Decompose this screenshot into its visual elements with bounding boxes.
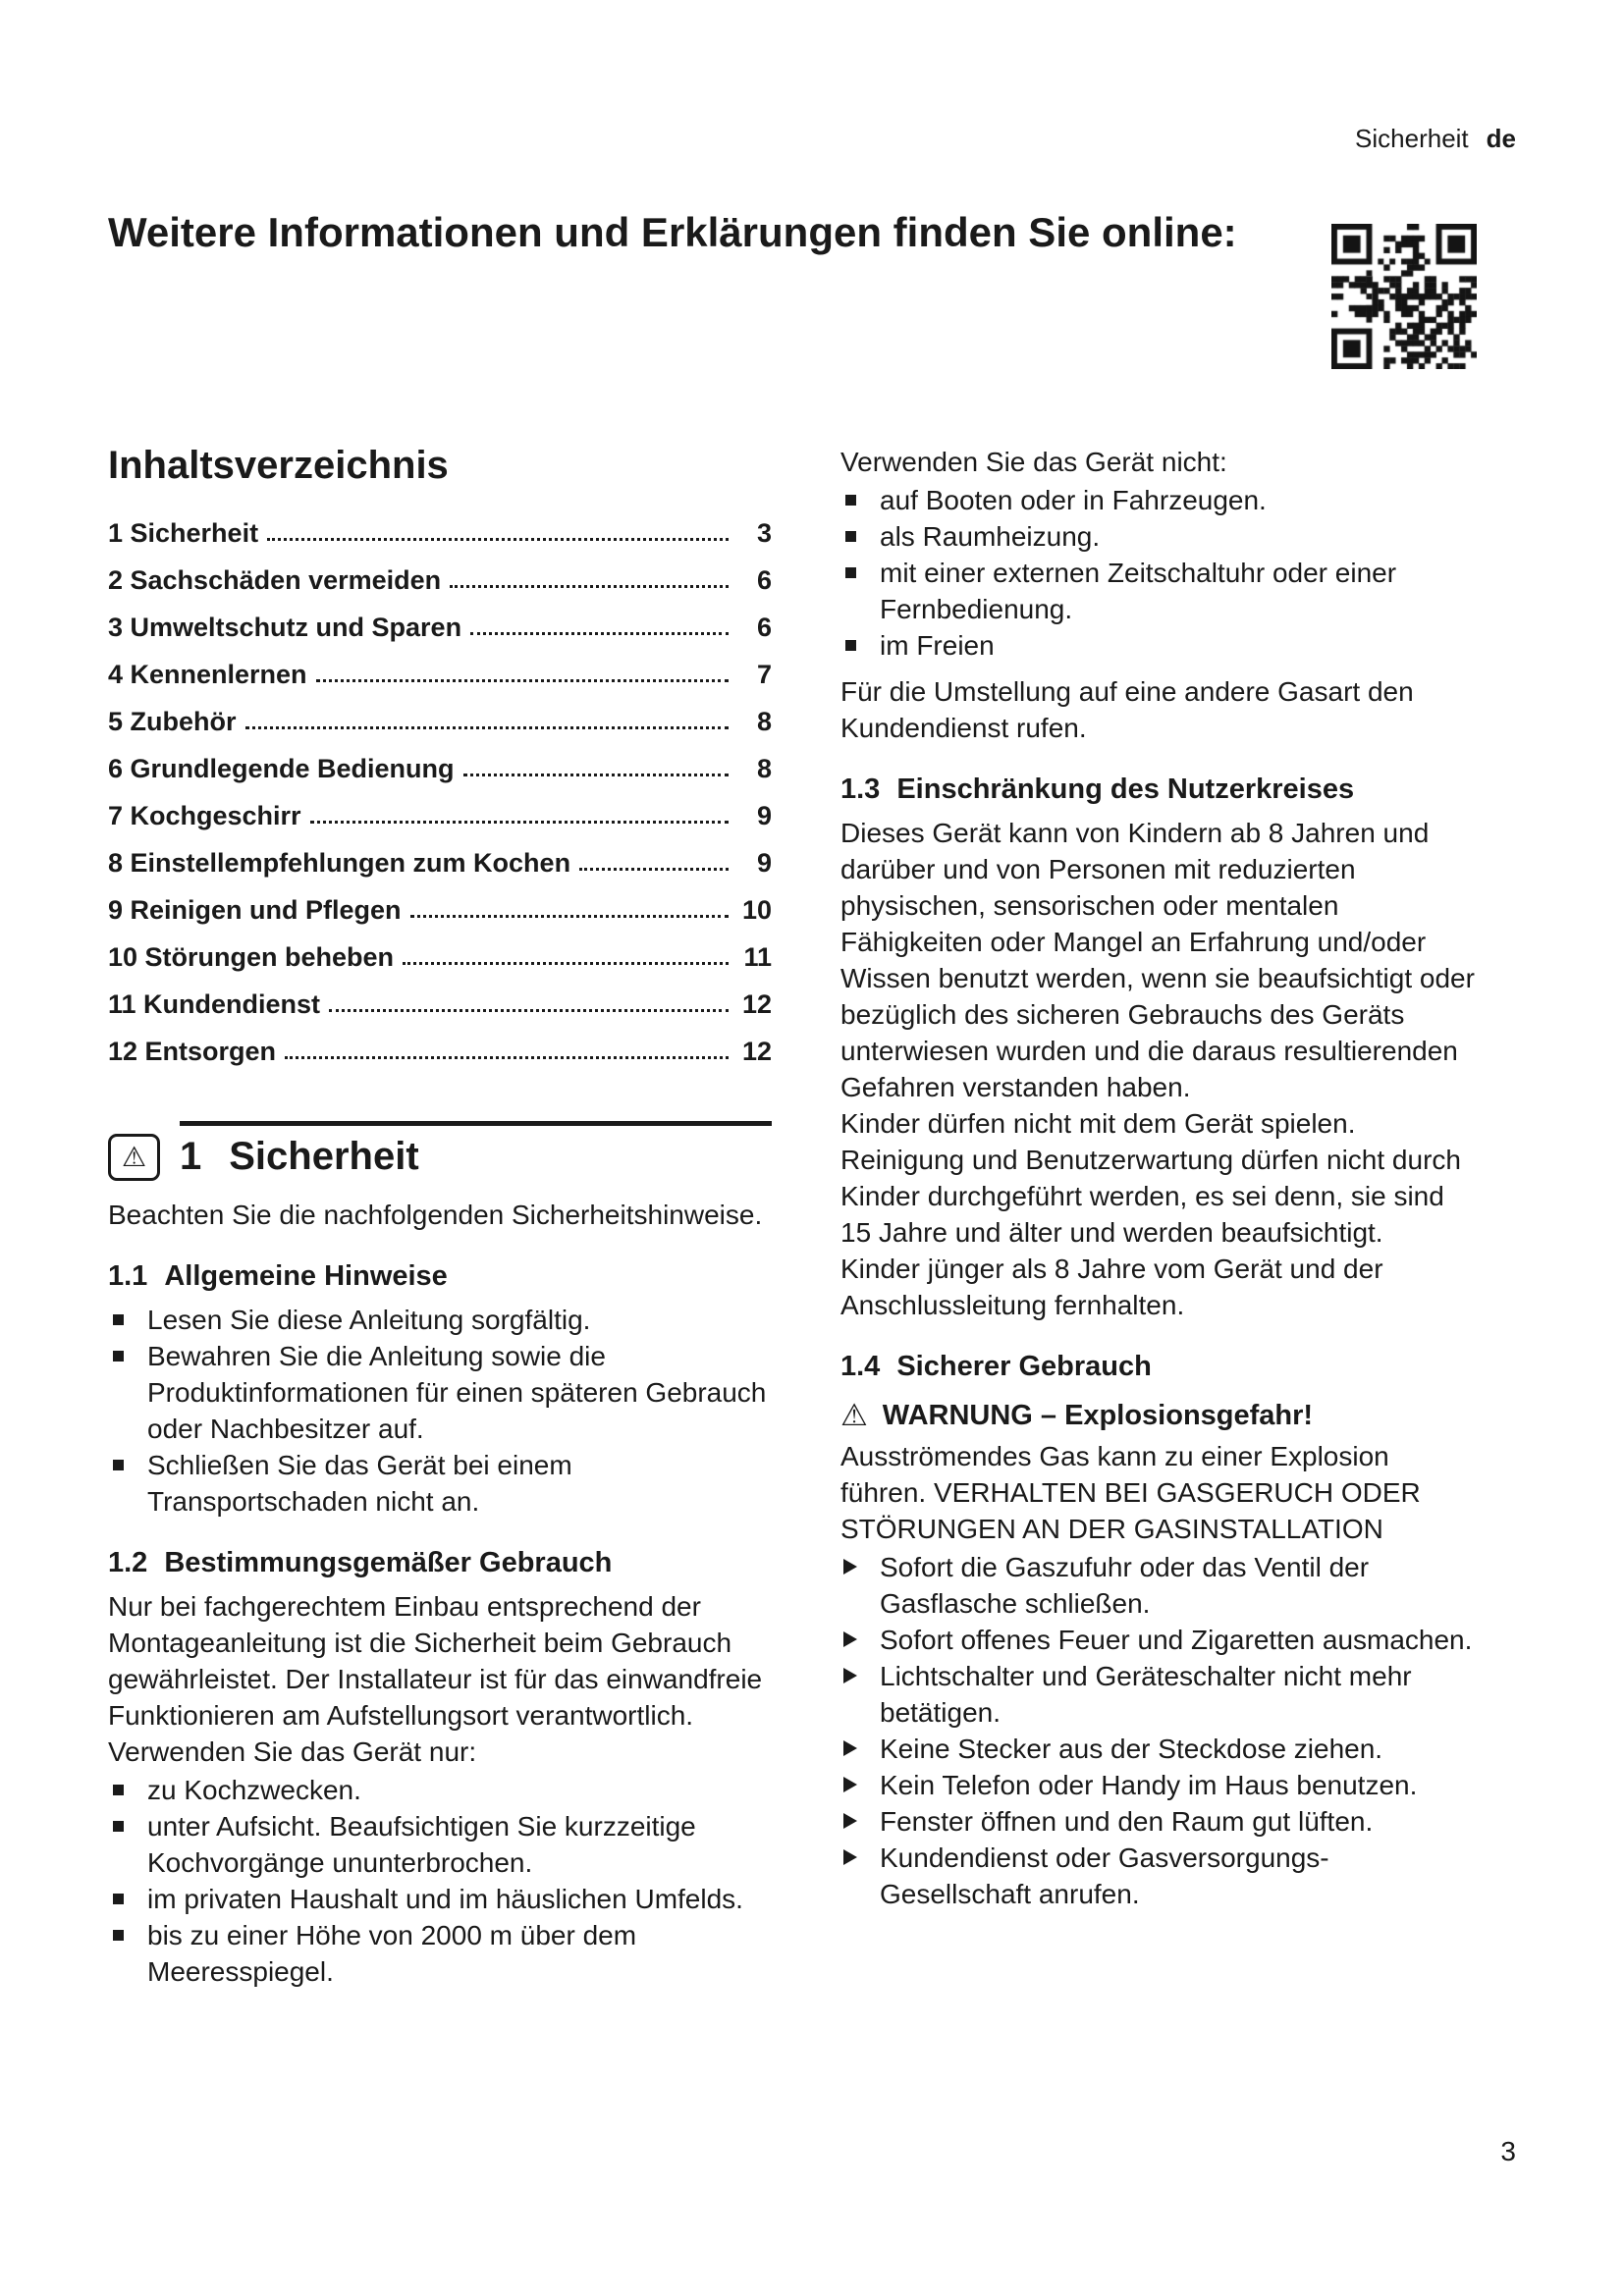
list-item-text: Schließen Sie das Gerät bei einem Transportschaden nicht an. — [147, 1450, 572, 1517]
subsection-number: 1.1 — [108, 1260, 148, 1292]
toc-entry — [108, 848, 772, 878]
arrow-bullet-icon — [843, 1813, 857, 1829]
list-item — [840, 1767, 1477, 1803]
list-item-text: auf Booten oder in Fahrzeugen. — [880, 485, 1267, 515]
gas-emergency-steps-list — [840, 1549, 1477, 1912]
list-item — [840, 1731, 1477, 1767]
right-column — [840, 444, 1477, 1912]
toc-title: Inhaltsverzeichnis — [108, 444, 449, 487]
children-distance-paragraph: Kinder jünger als 8 Jahre vom Gerät und der Anschlussleitung fernhalten. — [840, 1254, 1383, 1320]
list-item — [108, 1881, 772, 1917]
subsection-number: 1.4 — [840, 1351, 881, 1382]
toc-leader-dots — [463, 774, 729, 776]
section-1-heading — [180, 1134, 772, 1179]
toc-leader-dots — [410, 915, 729, 918]
list-item-text: Sofort die Gaszufuhr oder das Ventil der Gasflasche schließen. — [880, 1552, 1370, 1619]
section-1-heading-block — [180, 1121, 772, 1181]
subsection-title: Einschränkung des Nutzerkreises — [896, 774, 1355, 805]
toc-entry — [108, 660, 772, 689]
section-1-4-heading — [840, 1350, 1477, 1383]
square-bullet-icon — [845, 495, 856, 506]
square-bullet-icon — [113, 1314, 124, 1325]
list-item — [108, 1447, 772, 1520]
warning-triangle-icon: ⚠ — [121, 1141, 147, 1173]
toc-entry-label: 5 Zubehör — [108, 707, 237, 736]
toc-entry — [108, 942, 772, 972]
explosion-warning-paragraph: Ausströmendes Gas kann zu einer Explosion führen. VERHALTEN BEI GASGERUCH ODER STÖRUNGEN AN DER GASINSTALLATION — [840, 1441, 1421, 1544]
list-item-text: Kein Telefon oder Handy im Haus benutzen. — [880, 1770, 1418, 1800]
list-item — [840, 1840, 1477, 1912]
toc-entry — [108, 754, 772, 783]
toc-entry-page: 12 — [741, 989, 772, 1019]
section-1-2-heading — [108, 1546, 772, 1579]
subsection-title: Sicherer Gebrauch — [896, 1351, 1152, 1382]
square-bullet-icon — [845, 531, 856, 542]
list-item — [108, 1808, 772, 1881]
list-item — [840, 1622, 1477, 1658]
subsection-number: 1.3 — [840, 774, 881, 805]
user-restriction-paragraph: Dieses Gerät kann von Kindern ab 8 Jahren und darüber und von Personen mit reduzierten physischen, sensorischen oder mentalen Fähigkeiten oder Mangel an Erfahrung und/oder Wissen benutzt werden, wenn sie beaufsichtigt oder bezüglich des sicheren Gebrauchs des Geräts unterwiesen wurden und die daraus resultierenden Gefahren verstanden haben. — [840, 818, 1475, 1102]
list-item — [840, 482, 1477, 518]
left-column — [108, 442, 772, 1990]
toc-entry-label: 11 Kundendienst — [108, 989, 321, 1019]
toc-entry-page: 8 — [756, 754, 772, 783]
use-not-list — [840, 482, 1477, 664]
toc-leader-dots — [470, 632, 729, 635]
toc-leader-dots — [579, 868, 729, 871]
header-section-label: Sicherheit — [1355, 124, 1469, 153]
subsection-title: Bestimmungsgemäßer Gebrauch — [164, 1547, 613, 1578]
running-header — [1355, 124, 1516, 153]
toc-leader-dots — [285, 1056, 729, 1059]
intended-use-paragraph: Nur bei fachgerechtem Einbau entsprechend der Montageanleitung ist die Sicherheit beim Gebrauch gewährleistet. Der Installateur ist für das einwandfreie Funktionieren am Aufstellungsort verantwortlich. — [108, 1591, 763, 1731]
toc-entry-label: 2 Sachschäden vermeiden — [108, 565, 442, 595]
toc-entry-label: 12 Entsorgen — [108, 1037, 277, 1066]
toc-leader-dots — [316, 679, 729, 682]
toc-entry-page: 6 — [756, 613, 772, 642]
list-item-text: im privaten Haushalt und im häuslichen Umfelds. — [147, 1884, 743, 1914]
list-item — [840, 518, 1477, 555]
gas-conversion-note: Für die Umstellung auf eine andere Gasart den Kundendienst rufen. — [840, 676, 1414, 743]
toc-entry-page: 10 — [741, 895, 772, 925]
list-item — [840, 1803, 1477, 1840]
section-1-1-heading — [108, 1259, 772, 1293]
arrow-bullet-icon — [843, 1668, 857, 1683]
arrow-bullet-icon — [843, 1777, 857, 1792]
toc-entry — [108, 1037, 772, 1066]
arrow-bullet-icon — [843, 1740, 857, 1756]
toc-entry-page: 11 — [743, 942, 772, 972]
list-item — [840, 555, 1477, 627]
cleaning-maintenance-paragraph: Reinigung und Benutzerwartung dürfen nicht durch Kinder durchgeführt werden, es sei denn, sie sind 15 Jahre und älter und werden beaufsichtigt. — [840, 1145, 1461, 1248]
square-bullet-icon — [113, 1460, 124, 1470]
list-item-text: bis zu einer Höhe von 2000 m über dem Meeresspiegel. — [147, 1920, 637, 1987]
toc-entry-page: 6 — [756, 565, 772, 595]
toc-entry — [108, 989, 772, 1019]
square-bullet-icon — [113, 1894, 124, 1904]
square-bullet-icon — [845, 567, 856, 578]
explosion-warning-title — [840, 1399, 1477, 1432]
list-item — [840, 627, 1477, 664]
header-language-code: de — [1486, 124, 1516, 153]
toc-entry — [108, 707, 772, 736]
safety-warning-icon — [108, 1134, 160, 1181]
toc-entry-page: 3 — [756, 518, 772, 548]
toc-leader-dots — [403, 962, 729, 965]
list-item — [840, 1658, 1477, 1731]
list-item-text: unter Aufsicht. Beaufsichtigen Sie kurzzeitige Kochvorgänge ununterbrochen. — [147, 1811, 696, 1878]
square-bullet-icon — [113, 1930, 124, 1941]
page-number: 3 — [1500, 2136, 1516, 2166]
section-1-intro-paragraph: Beachten Sie die nachfolgenden Sicherheitshinweise. — [108, 1200, 763, 1230]
list-item — [108, 1772, 772, 1808]
toc-entry-page: 8 — [756, 707, 772, 736]
list-item-text: zu Kochzwecken. — [147, 1775, 361, 1805]
list-item-text: Bewahren Sie die Anleitung sowie die Produktinformationen für einen späteren Gebrauch oder Nachbesitzer auf. — [147, 1341, 767, 1444]
list-item-text: Fenster öffnen und den Raum gut lüften. — [880, 1806, 1374, 1837]
toc-entry — [108, 801, 772, 830]
square-bullet-icon — [113, 1785, 124, 1795]
use-only-lead-in: Verwenden Sie das Gerät nur: — [108, 1736, 477, 1767]
toc-entry-label: 9 Reinigen und Pflegen — [108, 895, 402, 925]
toc-entry-page: 9 — [756, 801, 772, 830]
section-name: Sicherheit — [229, 1135, 419, 1178]
toc-entry-label: 3 Umweltschutz und Sparen — [108, 613, 462, 642]
list-item — [840, 1549, 1477, 1622]
list-item — [108, 1302, 772, 1338]
toc-leader-dots — [450, 585, 729, 588]
toc-entry — [108, 613, 772, 642]
subsection-title: Allgemeine Hinweise — [164, 1260, 448, 1292]
list-item-text: im Freien — [880, 630, 995, 661]
toc-entry-label: 1 Sicherheit — [108, 518, 259, 548]
use-not-lead-in: Verwenden Sie das Gerät nicht: — [840, 447, 1227, 477]
table-of-contents — [108, 518, 772, 1066]
toc-entry-label: 10 Störungen beheben — [108, 942, 395, 972]
toc-leader-dots — [310, 821, 729, 824]
toc-entry-label: 4 Kennenlernen — [108, 660, 307, 689]
children-play-paragraph: Kinder dürfen nicht mit dem Gerät spielen. — [840, 1108, 1356, 1139]
toc-entry — [108, 895, 772, 925]
list-item-text: mit einer externen Zeitschaltuhr oder einer Fernbedienung. — [880, 558, 1397, 624]
warning-title-text: WARNUNG – Explosionsgefahr! — [882, 1400, 1314, 1431]
qr-code — [1331, 224, 1477, 369]
toc-entry-page: 9 — [756, 848, 772, 878]
square-bullet-icon — [845, 640, 856, 651]
toc-entry-page: 7 — [756, 660, 772, 689]
toc-entry-label: 8 Einstellempfehlungen zum Kochen — [108, 848, 571, 878]
list-item-text: Kundendienst oder Gasversorgungs-Gesellschaft anrufen. — [880, 1842, 1329, 1909]
arrow-bullet-icon — [843, 1849, 857, 1865]
use-only-list — [108, 1772, 772, 1990]
warning-triangle-icon: ⚠ — [840, 1397, 868, 1433]
toc-entry-label: 7 Kochgeschirr — [108, 801, 301, 830]
list-item-text: Lesen Sie diese Anleitung sorgfältig. — [147, 1305, 591, 1335]
section-1-3-heading — [840, 773, 1477, 806]
list-item — [108, 1338, 772, 1447]
list-item-text: Keine Stecker aus der Steckdose ziehen. — [880, 1734, 1383, 1764]
square-bullet-icon — [113, 1821, 124, 1832]
toc-entry-page: 12 — [741, 1037, 772, 1066]
page-title: Weitere Informationen und Erklärungen finden Sie online: — [108, 209, 1237, 255]
list-item-text: Lichtschalter und Geräteschalter nicht mehr betätigen. — [880, 1661, 1412, 1728]
general-notes-list — [108, 1302, 772, 1520]
toc-leader-dots — [329, 1009, 729, 1012]
section-number: 1 — [180, 1135, 202, 1178]
list-item-text: Sofort offenes Feuer und Zigaretten ausmachen. — [880, 1625, 1473, 1655]
list-item — [108, 1917, 772, 1990]
arrow-bullet-icon — [843, 1631, 857, 1647]
toc-leader-dots — [267, 538, 729, 541]
subsection-number: 1.2 — [108, 1547, 148, 1578]
toc-entry — [108, 565, 772, 595]
toc-entry-label: 6 Grundlegende Bedienung — [108, 754, 455, 783]
section-1-header — [108, 1121, 772, 1181]
toc-leader-dots — [245, 726, 729, 729]
list-item-text: als Raumheizung. — [880, 521, 1101, 552]
arrow-bullet-icon — [843, 1559, 857, 1575]
toc-entry — [108, 518, 772, 548]
square-bullet-icon — [113, 1351, 124, 1362]
